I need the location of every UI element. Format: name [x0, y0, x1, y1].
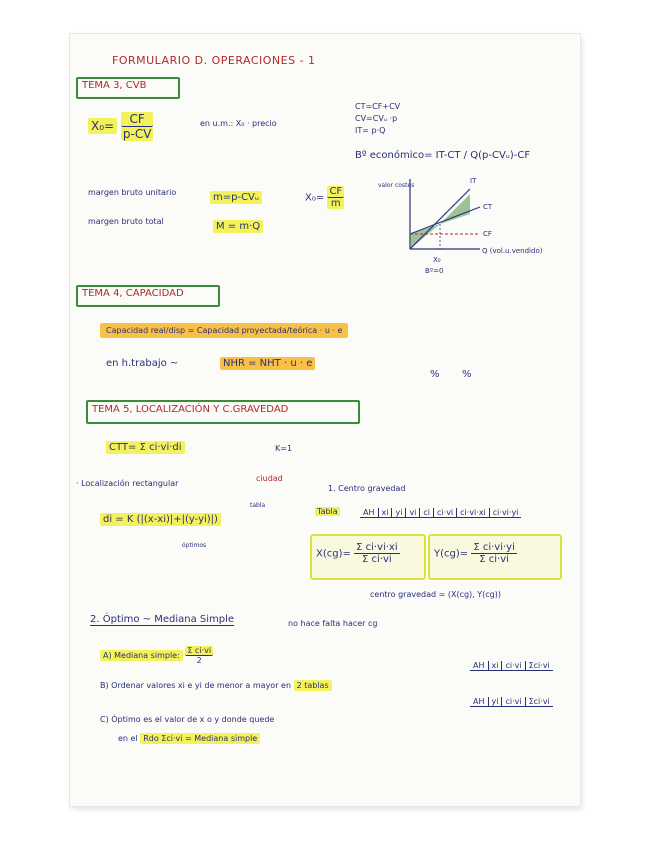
page-title: FORMULARIO D. OPERACIONES - 1 [112, 54, 316, 67]
col-civiyi: ci·vi·yi [492, 508, 519, 517]
margen-unitario-formula: m=p-CVᵤ [210, 192, 262, 203]
graph-it: IT [470, 177, 477, 185]
graph-ylabel: valor costes [378, 182, 415, 189]
x0-den: p-CV [122, 127, 152, 141]
centro-title: 1. Centro gravedad [328, 484, 406, 493]
opt-c: C) Óptimo es el valor de x o y donde quede [100, 715, 275, 724]
di-formula: di = K (|(x-xi)|+|(y-yi)|) [100, 514, 221, 525]
margen-unitario-label: margen bruto unitario [88, 188, 177, 197]
en-um-text: en u.m.: X₀ · precio [200, 119, 277, 128]
nhr-formula: NHR = NHT · u · e [220, 358, 315, 369]
pct-e: % [462, 369, 472, 380]
margen-total-formula: M = m·Q [213, 221, 263, 232]
tema3-heading: TEMA 3, CVB [82, 80, 147, 91]
xcg-formula: X(cg)= $\frac{\text{Σ ci·vi·xi}}{\text{Σ ci·vi}}$ [316, 542, 398, 565]
col-civi: ci·vi [434, 508, 457, 517]
col-vi: vi [406, 508, 420, 517]
x0-lhs: X₀= [88, 118, 117, 134]
ctt-formula: CTT= Σ ci·vi·di [106, 442, 185, 453]
opt-title: 2. Óptimo ~ Mediana Simple [90, 614, 235, 625]
opt-b: B) Ordenar valores xi e yi de menor a mayor en 2 tablas [100, 681, 332, 690]
centro-table-header [360, 508, 521, 518]
eq-it: IT= p·Q [355, 126, 386, 135]
col-ci: ci [420, 508, 434, 517]
tema4-heading: TEMA 4, CAPACIDAD [82, 288, 184, 299]
htrabajo-label: en h.trabajo ~ [106, 358, 179, 369]
graph-xlabel: Q (vol.u.vendido) [482, 247, 543, 255]
loc-title: · Localización rectangular [76, 479, 179, 488]
col-xi: xi [379, 508, 393, 517]
opt-a: A) Mediana simple: $\frac{\text{Σ ci·vi}}{2}$ [100, 646, 213, 665]
centro-gravedad-line: centro gravedad = (X(cg), Y(cg)) [370, 590, 501, 599]
col-yi: yi [392, 508, 406, 517]
eq-ct: CT=CF+CV [355, 102, 401, 111]
graph-cf: CF [483, 230, 492, 238]
x0b-formula: X₀= $\frac{CF}{m}$ [305, 186, 343, 209]
graph-bf: Bº=0 [425, 267, 444, 275]
tema5-heading: TEMA 5, LOCALIZACIÓN Y C.GRAVEDAD [92, 404, 289, 415]
col-ah: AH [360, 508, 379, 517]
x0-formula [88, 112, 153, 141]
eq-cv: CV=CVᵤ ·p [355, 114, 398, 123]
opt-table-x: AH xi ci·vi Σci·vi [470, 661, 553, 671]
cvb-graph [370, 169, 580, 289]
x0-num: CF [121, 112, 154, 127]
graph-ct: CT [483, 203, 493, 211]
ciudad-note: ciudad [256, 474, 283, 483]
tabla-note: tabla [250, 502, 266, 509]
optimos-note: óptimos [182, 542, 207, 549]
opt-c2: en el Rdo Σci·vi = Mediana simple [118, 734, 260, 743]
margen-total-label: margen bruto total [88, 217, 164, 226]
tabla-label: Tabla [317, 507, 338, 516]
k-value: K=1 [275, 444, 293, 453]
pct-u: % [430, 369, 440, 380]
col-civixi: ci·vi·xi [457, 508, 490, 517]
notebook-page [70, 34, 580, 806]
ycg-formula: Y(cg)= $\frac{\text{Σ ci·vi·yi}}{\text{Σ ci·vi}}$ [434, 542, 515, 565]
eq-beneficio: Bº económico= IT-CT / Q(p-CVᵤ)-CF [355, 150, 531, 161]
graph-x0: X₀ [433, 256, 441, 264]
opt-table-y: AH yi ci·vi Σci·vi [470, 697, 553, 707]
x0-fraction [121, 112, 154, 141]
opt-note: no hace falta hacer cg [288, 619, 378, 628]
capacidad-formula: Capacidad real/disp = Capacidad proyectada/teórica · u · e [100, 323, 348, 338]
